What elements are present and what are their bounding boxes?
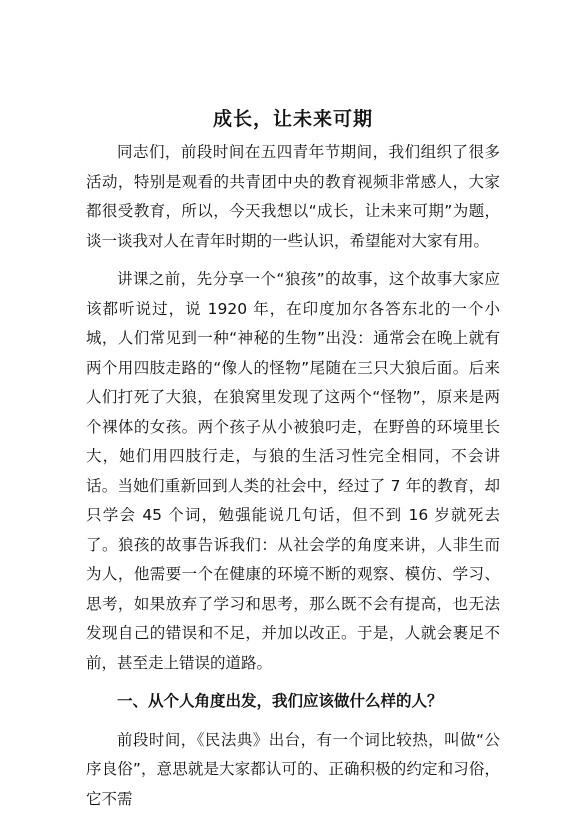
document-body [86,138,500,814]
document-title: 成长，让未来可期 [0,104,586,131]
section-heading: 一、从个人角度出发，我们应该做什么样的人？ [86,687,500,717]
paragraph-wolf-child-story: 讲课之前，先分享一个“狼孩”的故事，这个故事大家应该都听说过，说 1920 年，在印度加尔各答东北的一个小城，人们常见到一种“神秘的生物”出没：通常会在晚上就有两个用四肢走路的“像人的怪物”尾随在三只大狼后面。后来人们打死了大狼，在狼窝里发现了这两个“怪物”，原来是两个裸体的女孩。两个孩子从小被狼叼走，在野兽的环境里长大，她们用四肢行走，与狼的生活习性完全相同，不会讲话。当她们重新回到人类的社会中，经过了 7 年的教育，却只学会 45 个词，勉强能说几句话，但不到 16 岁就死去了。狼孩的故事告诉我们：从社会学的角度来讲，人非生而为人，他需要一个在健康的环境不断的观察、模仿、学习、思考，如果放弃了学习和思考，那么既不会有提高，也无法发现自己的错误和不足，并加以改正。于是，人就会裹足不前，甚至走上错误的道路。 [86,265,500,678]
paragraph-civil-code: 前段时间，《民法典》出台，有一个词比较热，叫做“公序良俗”，意思就是大家都认可的、正确积极的约定和习俗，它不需 [86,726,500,814]
paragraph-intro: 同志们，前段时间在五四青年节期间，我们组织了很多活动，特别是观看的共青团中央的教育视频非常感人，大家都很受教育，所以，今天我想以“成长，让未来可期”为题，谈一谈我对人在青年时期的一些认识，希望能对大家有用。 [86,138,500,256]
